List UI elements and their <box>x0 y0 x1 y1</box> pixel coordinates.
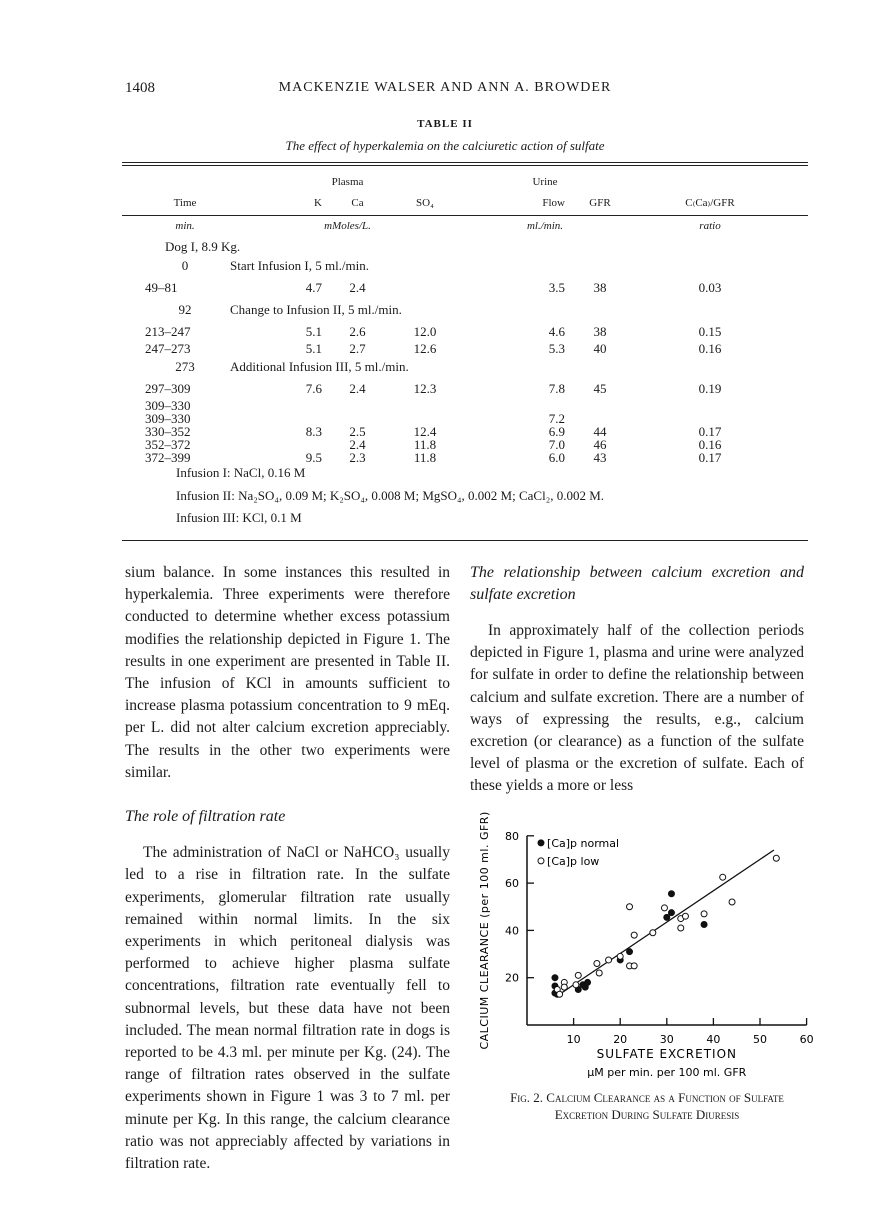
cell-flow: 6.9 <box>548 424 565 439</box>
y-tick-label: 80 <box>505 829 519 843</box>
x-tick-label: 60 <box>799 1033 814 1046</box>
cell-ca: 2.4 <box>349 437 366 452</box>
cell-gfr: 46 <box>593 437 607 452</box>
cell-ca: 2.3 <box>349 450 366 465</box>
cell-ca: 2.4 <box>349 279 366 295</box>
cell-time: 309–330 <box>145 398 191 413</box>
cell-ratio: 0.15 <box>698 323 722 339</box>
data-point-low <box>596 970 602 976</box>
regression-line <box>560 850 774 994</box>
data-point-low <box>617 953 623 959</box>
paragraph: The administration of NaCl or NaHCO₃ usually led to a rise in filtration rate. In the sulfate experiments, glomerular filtration rate usually remained within normal limits. In the six experiments in which peritoneal dialysis was performed to achieve higher plasma sulfate concentrations, filtration rate eventually fell to subnormal levels, but these data have not been included. The mean normal filtration rate in dogs is reported to be 4.3 ml. per minute per Kg. (24). The range of filtration rates observed in the sulfate experiments shown in Figure 1 was 3 to 7 ml. per minute per Kg. In this range, the calcium clearance ratio was not appreciably affected by variations in filtration rate. <box>125 844 450 1173</box>
unit-ratio: ratio <box>699 219 721 232</box>
caption-line: Excretion During Sulfate Diuresis <box>554 1107 740 1122</box>
data-point-normal <box>585 979 591 985</box>
cell-flow: 3.5 <box>548 279 565 295</box>
cell-flow: 7.8 <box>548 380 565 396</box>
legend-marker <box>538 840 544 846</box>
cell-ratio: 0.17 <box>698 450 722 465</box>
legend-label: [Ca]p normal <box>547 836 620 850</box>
cell-flow: 7.2 <box>548 411 565 426</box>
data-point-low <box>678 925 684 931</box>
data-point-low <box>720 874 726 880</box>
cell-time: 352–372 <box>145 437 191 452</box>
group-plasma: Plasma <box>331 175 364 188</box>
col-so4: SO₄ <box>416 196 434 209</box>
data-point-low <box>701 911 707 917</box>
data-point-normal <box>664 914 670 920</box>
cell-ca: 2.7 <box>349 341 366 356</box>
cell-so4: 12.3 <box>413 380 437 396</box>
x-tick-label: 40 <box>706 1033 721 1046</box>
cell-so4: 12.0 <box>413 323 437 339</box>
cell-so4: 11.8 <box>413 450 437 465</box>
cell-so4: 11.8 <box>413 437 437 452</box>
unit-plasma: mMoles/L. <box>324 219 371 232</box>
footnote: Infusion II: Na₂SO₄, 0.09 M; K₂SO₄, 0.008 M; MgSO₄, 0.002 M; CaCl₂, 0.002 M. <box>176 487 605 503</box>
col-gfr: GFR <box>589 196 611 209</box>
subject: Dog I, 8.9 Kg. <box>165 238 241 254</box>
cell-gfr: 44 <box>593 424 607 439</box>
cell-flow: 5.3 <box>548 341 565 356</box>
cell-ratio: 0.17 <box>698 424 722 439</box>
cell-k: 8.3 <box>305 424 322 439</box>
unit-urine: ml./min. <box>526 219 564 232</box>
y-tick-label: 40 <box>505 924 519 938</box>
cell-k: 4.7 <box>305 279 322 295</box>
cell-flow: 6.0 <box>548 450 565 465</box>
col-ca: Ca <box>351 196 364 209</box>
cell-time: 309–330 <box>145 411 191 426</box>
data-point-low <box>661 905 667 911</box>
data-point-low <box>627 904 633 910</box>
data-point-low <box>561 984 567 990</box>
legend-label: [Ca]p low <box>547 854 600 868</box>
x-tick-label: 50 <box>753 1033 767 1046</box>
unit-time: min. <box>175 219 195 232</box>
cell-time: 273 <box>175 358 195 374</box>
cell-gfr: 38 <box>593 323 607 339</box>
page-number: 1408 <box>125 80 155 96</box>
cell-k: 5.1 <box>305 323 322 339</box>
table-label: TABLE II <box>417 118 473 130</box>
y-tick-label: 20 <box>505 971 519 985</box>
cell-k: 9.5 <box>305 450 322 465</box>
cell-gfr: 38 <box>593 279 607 295</box>
cell-flow: 4.6 <box>548 323 565 339</box>
cell-ratio: 0.19 <box>698 380 722 396</box>
cell-time: 372–399 <box>145 450 191 465</box>
paragraph: In approximately half of the collection periods depicted in Figure 1, plasma and urine were analyzed for sulfate in order to define the relationship between calcium and sulfate excretion. There are a number of ways of expressing the results, e.g., calcium excretion (or clearance) as a function of the sulfate level of plasma or the excretion of sulfate. Each of these yields a more or less <box>470 622 804 795</box>
paragraph: sium balance. In some instances this resulted in hyperkalemia. Three experiments were therefore conducted to determine whether excess potassium modifies the relationship depicted in Figure 1. The results in one experiment are presented in Table II. The infusion of KCl in amounts sufficient to increase plasma potassium concentration to 9 mEq. per L. did not alter calcium excretion appreciably. The results in the other two experiments were similar. <box>125 564 450 781</box>
data-point-low <box>650 930 656 936</box>
cell-note: Additional Infusion III, 5 ml./min. <box>230 358 409 374</box>
x-axis-sublabel: µM per min. per 100 ml. GFR <box>587 1066 747 1079</box>
cell-ratio: 0.16 <box>698 341 722 356</box>
col-time: Time <box>173 196 197 209</box>
col-k: K <box>314 196 322 209</box>
data-point-low <box>682 913 688 919</box>
cell-ca: 2.5 <box>349 424 366 439</box>
cell-flow: 7.0 <box>548 437 565 452</box>
x-tick-label: 20 <box>613 1033 628 1046</box>
cell-time: 213–247 <box>145 323 191 339</box>
data-point-low <box>631 963 637 969</box>
data-point-low <box>631 932 637 938</box>
col-ratio: C₍Ca₎/GFR <box>685 196 735 209</box>
data-point-normal <box>668 891 674 897</box>
cell-ratio: 0.03 <box>698 279 722 295</box>
data-point-normal <box>668 910 674 916</box>
running-header: MACKENZIE WALSER AND ANN A. BROWDER <box>278 80 612 95</box>
cell-time: 330–352 <box>145 424 191 439</box>
cell-so4: 12.6 <box>413 341 437 356</box>
x-tick-label: 30 <box>659 1033 674 1046</box>
data-point-normal <box>552 975 558 981</box>
caption-line: Fig. 2. Calcium Clearance as a Function of Sulfate <box>510 1090 784 1105</box>
cell-gfr: 40 <box>593 341 607 356</box>
x-axis-label: SULFATE EXCRETION <box>596 1047 738 1061</box>
table-title: The effect of hyperkalemia on the calciuretic action of sulfate <box>285 138 605 153</box>
cell-ca: 2.4 <box>349 380 366 396</box>
figure-caption <box>462 1089 832 1123</box>
footnote: Infusion I: NaCl, 0.16 M <box>176 465 306 480</box>
y-tick-label: 60 <box>505 877 519 891</box>
data-point-normal <box>701 921 707 927</box>
cell-time: 92 <box>178 301 192 317</box>
data-point-low <box>575 972 581 978</box>
data-point-low <box>594 961 600 967</box>
cell-time: 49–81 <box>145 279 178 295</box>
cell-time: 247–273 <box>145 341 191 356</box>
footnote: Infusion III: KCl, 0.1 M <box>176 510 302 525</box>
section-heading: The relationship between calcium excretion and sulfate excretion <box>470 564 804 603</box>
cell-gfr: 45 <box>593 380 607 396</box>
y-axis-label: CALCIUM CLEARANCE (per 100 ml. GFR) <box>478 811 491 1050</box>
col-flow: Flow <box>542 196 565 209</box>
cell-k: 7.6 <box>305 380 322 396</box>
cell-so4: 12.4 <box>413 424 437 439</box>
legend-marker <box>538 858 544 864</box>
group-urine: Urine <box>532 175 558 188</box>
cell-ratio: 0.16 <box>698 437 722 452</box>
cell-ca: 2.6 <box>349 323 366 339</box>
cell-k: 5.1 <box>305 341 322 356</box>
section-heading: The role of filtration rate <box>125 808 286 826</box>
cell-time: 0 <box>181 257 189 273</box>
cell-time: 297–309 <box>145 380 191 396</box>
x-tick-label: 10 <box>566 1033 581 1046</box>
data-point-low <box>606 957 612 963</box>
cell-note: Change to Infusion II, 5 ml./min. <box>230 301 402 317</box>
data-point-low <box>729 899 735 905</box>
cell-gfr: 43 <box>593 450 607 465</box>
data-point-low <box>557 991 563 997</box>
data-point-low <box>573 982 579 988</box>
data-point-low <box>773 855 779 861</box>
cell-note: Start Infusion I, 5 ml./min. <box>230 257 370 273</box>
data-point-normal <box>627 949 633 955</box>
